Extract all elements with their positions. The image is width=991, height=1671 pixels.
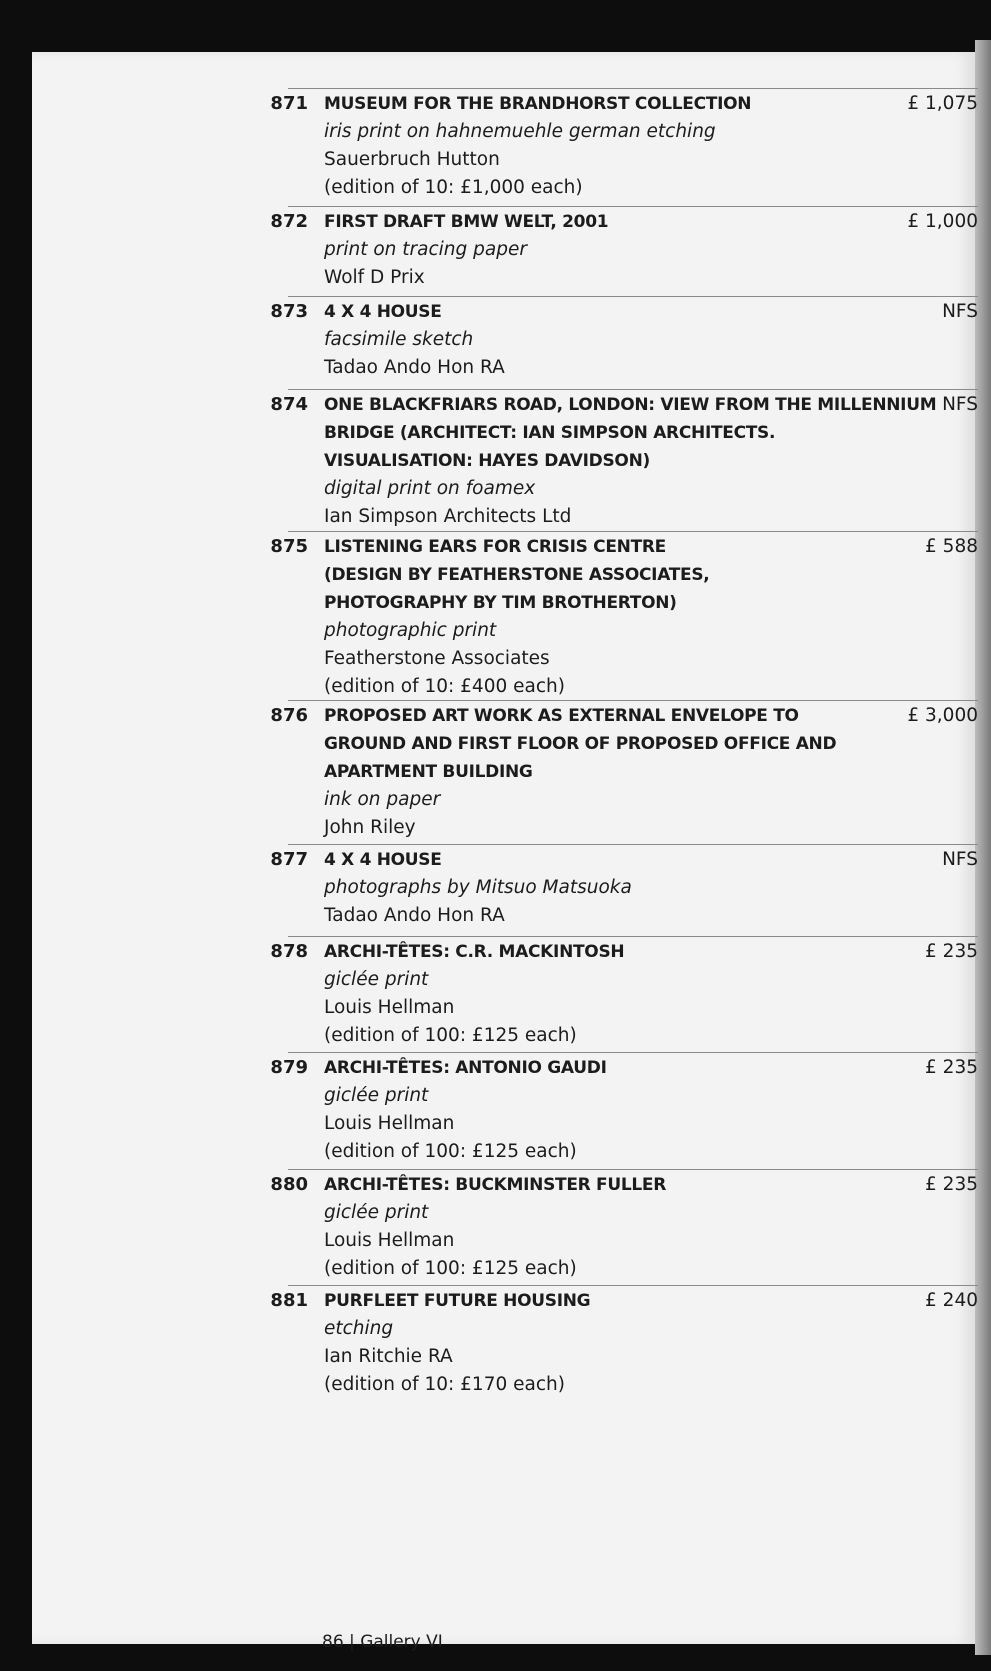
entry-divider bbox=[288, 1169, 978, 1170]
entry-medium: photographic print bbox=[324, 620, 497, 641]
entry-edition: (edition of 10: £170 each) bbox=[324, 1374, 565, 1395]
entry-title-line: PROPOSED ART WORK AS EXTERNAL ENVELOPE TO bbox=[324, 706, 799, 726]
entry-body bbox=[324, 533, 899, 701]
entry-price: NFS bbox=[942, 849, 978, 870]
entry-artist: Tadao Ando Hon RA bbox=[324, 905, 505, 926]
entry-body bbox=[324, 90, 899, 202]
entry-number: 875 bbox=[270, 536, 308, 557]
entry-price: £ 235 bbox=[925, 941, 978, 962]
entry-artist: Louis Hellman bbox=[324, 1230, 455, 1251]
entry-title-line: ARCHI-TÊTES: BUCKMINSTER FULLER bbox=[324, 1175, 667, 1195]
page-number: 86 bbox=[322, 1632, 344, 1652]
entry-edition: (edition of 10: £1,000 each) bbox=[324, 177, 583, 198]
entry-price: £ 235 bbox=[925, 1057, 978, 1078]
entry-title-line: 4 X 4 HOUSE bbox=[324, 302, 442, 322]
entry-artist: Sauerbruch Hutton bbox=[324, 149, 500, 170]
entry-edition: (edition of 100: £125 each) bbox=[324, 1025, 577, 1046]
entry-medium: print on tracing paper bbox=[324, 239, 527, 260]
entry-price: £ 235 bbox=[925, 1174, 978, 1195]
entry-divider bbox=[288, 844, 978, 845]
entry-divider bbox=[288, 389, 978, 390]
entry-medium: etching bbox=[324, 1318, 394, 1339]
entry-body bbox=[324, 1171, 899, 1283]
entry-medium: photographs by Mitsuo Matsuoka bbox=[324, 877, 632, 898]
entry-price: £ 588 bbox=[925, 536, 978, 557]
entry-title-line: ONE BLACKFRIARS ROAD, LONDON: VIEW FROM THE MILLENNIUM bbox=[324, 395, 937, 415]
entry-price: £ 1,075 bbox=[907, 93, 978, 114]
entry-number: 874 bbox=[270, 394, 308, 415]
entry-price: NFS bbox=[942, 301, 978, 322]
catalogue-page bbox=[32, 52, 978, 1652]
entry-medium: giclée print bbox=[324, 1202, 429, 1223]
entry-medium: ink on paper bbox=[324, 789, 441, 810]
entry-divider bbox=[288, 88, 978, 89]
entry-title-line: BRIDGE (ARCHITECT: IAN SIMPSON ARCHITECTS. bbox=[324, 423, 776, 443]
entry-number: 878 bbox=[270, 941, 308, 962]
entry-body bbox=[324, 702, 899, 842]
entry-divider bbox=[288, 700, 978, 701]
entry-price: £ 240 bbox=[925, 1290, 978, 1311]
entry-divider bbox=[288, 1285, 978, 1286]
entry-medium: digital print on foamex bbox=[324, 478, 536, 499]
entry-title-line: FIRST DRAFT BMW WELT, 2001 bbox=[324, 212, 609, 232]
entry-number: 876 bbox=[270, 705, 308, 726]
entry-body bbox=[324, 1287, 899, 1399]
entry-artist: Tadao Ando Hon RA bbox=[324, 357, 505, 378]
entry-artist: Louis Hellman bbox=[324, 1113, 455, 1134]
entry-artist: Ian Simpson Architects Ltd bbox=[324, 506, 572, 527]
entry-number: 881 bbox=[270, 1290, 308, 1311]
entry-edition: (edition of 10: £400 each) bbox=[324, 676, 565, 697]
entry-number: 880 bbox=[270, 1174, 308, 1195]
entry-body bbox=[324, 938, 899, 1050]
entry-title-line: (DESIGN BY FEATHERSTONE ASSOCIATES, bbox=[324, 565, 710, 585]
entry-body bbox=[324, 391, 937, 531]
entry-divider bbox=[288, 1052, 978, 1053]
entry-edition: (edition of 100: £125 each) bbox=[324, 1258, 577, 1279]
entry-title-line: 4 X 4 HOUSE bbox=[324, 850, 442, 870]
page-footer bbox=[322, 1630, 443, 1654]
entry-divider bbox=[288, 531, 978, 532]
entry-number: 871 bbox=[270, 93, 308, 114]
entry-divider bbox=[288, 936, 978, 937]
entry-body bbox=[324, 298, 899, 382]
entry-price: NFS bbox=[942, 394, 978, 415]
entry-artist: Featherstone Associates bbox=[324, 648, 550, 669]
footer-separator: | bbox=[349, 1632, 355, 1652]
entry-title-line: ARCHI-TÊTES: C.R. MACKINTOSH bbox=[324, 942, 625, 962]
entry-title-line: ARCHI-TÊTES: ANTONIO GAUDI bbox=[324, 1058, 607, 1078]
section-name: Gallery VI bbox=[360, 1632, 443, 1652]
entry-title-line: LISTENING EARS FOR CRISIS CENTRE bbox=[324, 537, 666, 557]
entry-title-line: APARTMENT BUILDING bbox=[324, 762, 533, 782]
entry-number: 879 bbox=[270, 1057, 308, 1078]
entry-body bbox=[324, 846, 899, 930]
entry-medium: facsimile sketch bbox=[324, 329, 474, 350]
entry-divider bbox=[288, 206, 978, 207]
entry-number: 873 bbox=[270, 301, 308, 322]
entry-divider bbox=[288, 296, 978, 297]
entry-artist: John Riley bbox=[324, 817, 416, 838]
entry-price: £ 1,000 bbox=[907, 211, 978, 232]
entry-artist: Wolf D Prix bbox=[324, 267, 425, 288]
entry-title-line: PHOTOGRAPHY BY TIM BROTHERTON) bbox=[324, 593, 677, 613]
entry-title-line: VISUALISATION: HAYES DAVIDSON) bbox=[324, 451, 650, 471]
entry-medium: giclée print bbox=[324, 1085, 429, 1106]
entry-title-line: MUSEUM FOR THE BRANDHORST COLLECTION bbox=[324, 94, 752, 114]
entry-title-line: PURFLEET FUTURE HOUSING bbox=[324, 1291, 591, 1311]
entry-body bbox=[324, 208, 899, 292]
entry-medium: giclée print bbox=[324, 969, 429, 990]
entry-medium: iris print on hahnemuehle german etching bbox=[324, 121, 716, 142]
entry-number: 872 bbox=[270, 211, 308, 232]
entry-edition: (edition of 100: £125 each) bbox=[324, 1141, 577, 1162]
entry-body bbox=[324, 1054, 899, 1166]
entry-artist: Ian Ritchie RA bbox=[324, 1346, 453, 1367]
entry-title-line: GROUND AND FIRST FLOOR OF PROPOSED OFFICE AND bbox=[324, 734, 837, 754]
entry-number: 877 bbox=[270, 849, 308, 870]
entry-price: £ 3,000 bbox=[907, 705, 978, 726]
entry-artist: Louis Hellman bbox=[324, 997, 455, 1018]
